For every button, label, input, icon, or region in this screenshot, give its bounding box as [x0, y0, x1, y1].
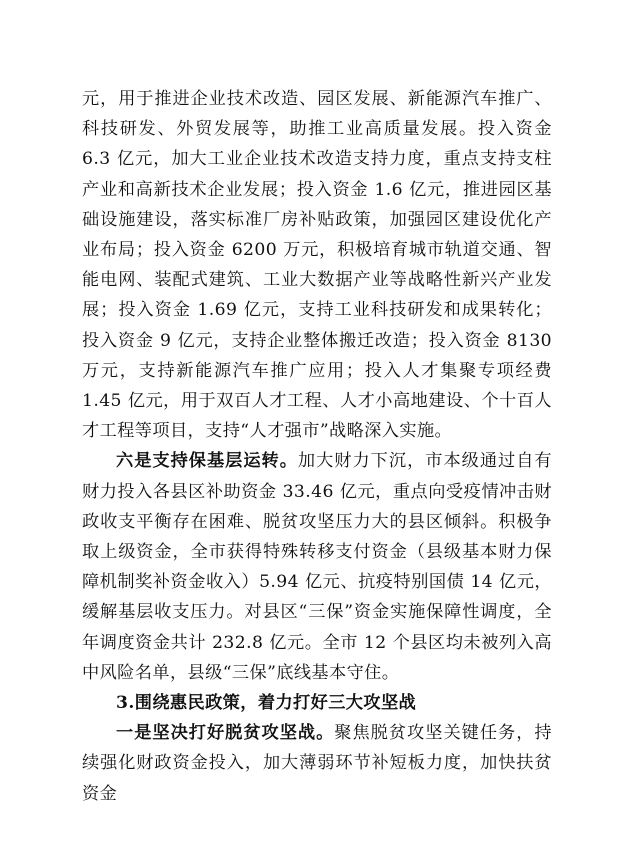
paragraph-body-poverty: 聚焦脱贫攻坚关键任务，持续强化财政资金投入，加大薄弱环节补短板力度，加快扶贫资金	[82, 723, 552, 804]
body-paragraph-grassroots	[82, 446, 552, 688]
document-page	[82, 84, 552, 809]
paragraph-body-grassroots: 加大财力下沉，市本级通过自有财力投入各县区补助资金 33.46 亿元，重点向受疫情冲击财政收支平衡存在困难、脱贫攻坚压力大的县区倾斜。积极争取上级资金，全市获得特殊转移支付资金（县级基本财力保障机制奖补资金收入）5.94 亿元、抗疫特别国债 14 亿元，缓解基层收支压力。对县区“三保”资金实施保障性调度，全年调度资金共计 232.8 亿元。全市 12 个县区均未被列入高中风险名单，县级“三保”底线基本守住。	[82, 451, 552, 683]
paragraph-lead-grassroots: 六是支持保基层运转。	[116, 451, 298, 472]
paragraph-lead-poverty: 一是坚决打好脱贫攻坚战。	[116, 723, 335, 744]
section-heading-three-battles: 3.围绕惠民政策，着力打好三大攻坚战	[116, 693, 417, 714]
body-paragraph-industry-funding: 元，用于推进企业技术改造、园区发展、新能源汽车推广、科技研发、外贸发展等，助推工业高质量发展。投入资金 6.3 亿元，加大工业企业技术改造支持力度，重点支持支柱产业和高新技术企业发展；投入资金 1.6 亿元，推进园区基础设施建设，落实标准厂房补贴政策，加强园区建设优化产业布局；投入资金 6200 万元，积极培育城市轨道交通、智能电网、装配式建筑、工业大数据产业等战略性新兴产业发展；投入资金 1.69 亿元，支持工业科技研发和成果转化；投入资金 9 亿元，支持企业整体搬迁改造；投入资金 8130 万元，支持新能源汽车推广应用；投入人才集聚专项经费 1.45 亿元，用于双百人才工程、人才小高地建设、个十百人才工程等项目，支持“人才强市”战略深入实施。	[82, 89, 552, 442]
body-paragraph-poverty	[82, 718, 552, 809]
